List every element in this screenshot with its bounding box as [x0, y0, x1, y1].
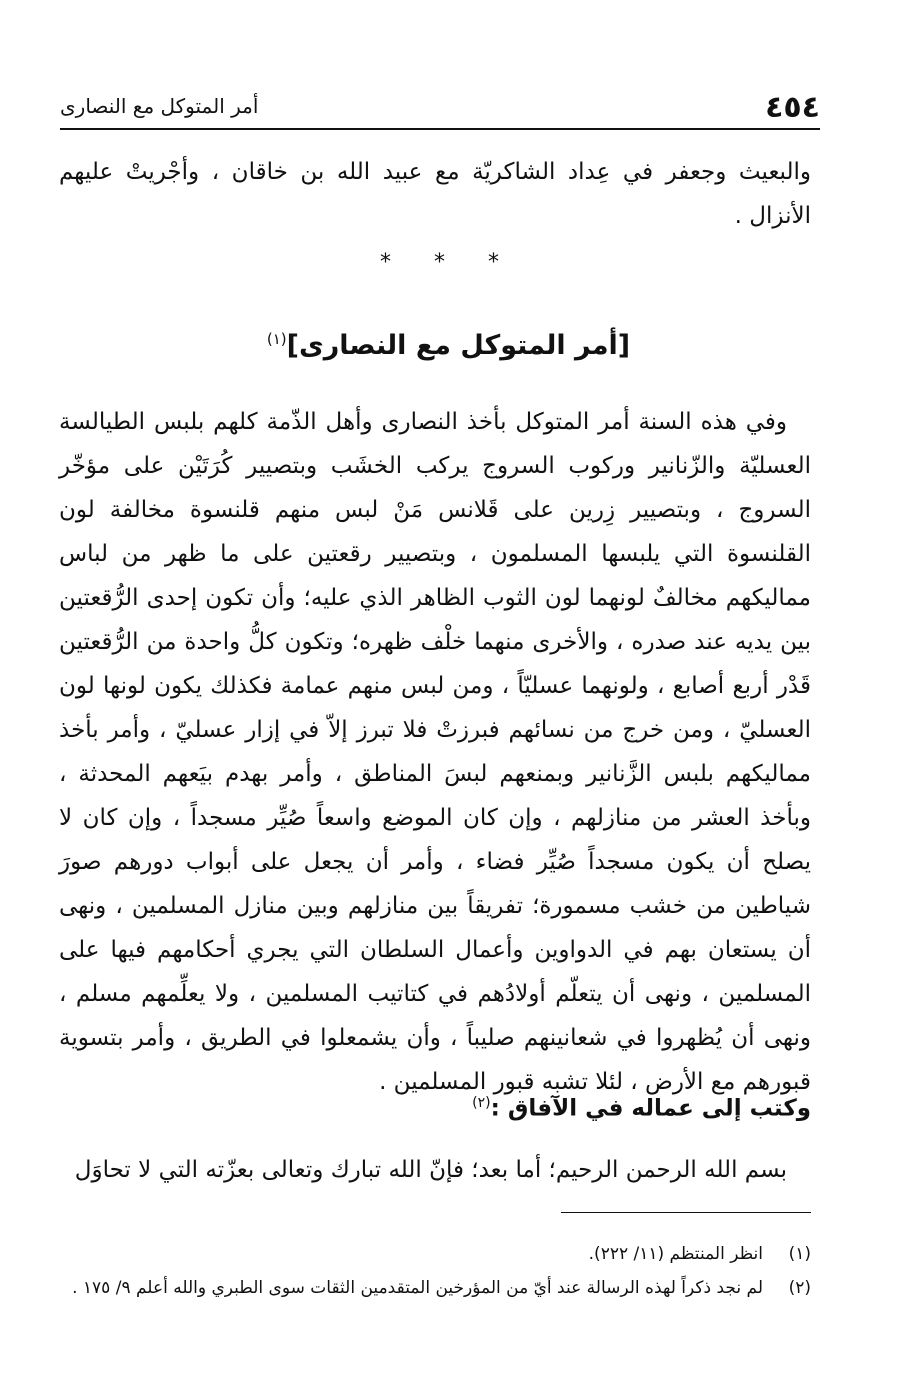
main-paragraph: وفي هذه السنة أمر المتوكل بأخذ النصارى وأهل الذّمة كلهم بلبس الطيالسة العسليّة والزّنانير وركوب السروج يركب الخشَب وبتصيير كُرَتَيْن على مؤخّر السروج ، وبتصيير زِرين على قَلانس مَنْ لبس منهم قلنسوة مخالفة لون القلنسوة التي يلبسها المسلمون ، وبتصيير رقعتين على ما ظهر من لباس مماليكهم مخالفٌ لونهما لون الثوب الظاهر الذي عليه؛ وأن تكون إحدى الرُّقعتين بين يديه عند صدره ، والأخرى منهما خلْف ظهره؛ وتكون كلُّ واحدة من الرُّقعتين قَدْر أربع أصابع ، ولونهما عسليّاً ، ومن لبس منهم عمامة فكذلك يكون لونها لون العسليّ ، ومن خرج من نسائهم فبرزتْ فلا تبرز إلاّ في إزار عسليّ ، وأمر بأخذ مماليكهم بلبس الزَّنانير وبمنعهم لبسَ المناطق ، وأمر بهدم بيَعهم المحدثة ، وبأخذ العشر من منازلهم ، وإن كان الموضع واسعاً صُيِّر مسجداً ، وإن كان لا يصلح أن يكون مسجداً صُيِّر فضاء ، وأمر أن يجعل على أبواب دورهم صورَ شياطين من خشب مسمورة؛ تفريقاً بين منازلهم وبين منازل المسلمين ، ونهى أن يستعان بهم في الدواوين وأعمال السلطان التي يجري أحكامهم فيها على المسلمين ، ونهى أن يتعلّم أولادُهم في كتاتيب المسلمين ، ولا يعلِّمهم مسلم ، ونهى أن يُظهروا في شعانينهم صليباً ، وأن يشمعلوا في الطريق ، وأمر بتسوية قبورهم مع الأرض ، لئلا تشبه قبور المسلمين .: [59, 409, 811, 1095]
footnote-number: (٢): [788, 1278, 811, 1298]
footnote-text: انظر المنتظم (١١/ ٢٢٢).: [588, 1244, 763, 1264]
footnote-item: [59, 1271, 811, 1305]
section-heading-footnote-ref: (١): [266, 330, 287, 348]
section-heading: [0, 330, 897, 361]
section-separator: * * *: [380, 250, 517, 275]
intro-paragraph: والبعيث وجعفر في عِداد الشاكريّة مع عبيد الله بن خاقان ، وأجْريتْ عليهم الأنزال .: [59, 159, 811, 229]
page-number: ٤٥٤: [765, 90, 820, 125]
letter-subheading: [472, 1095, 811, 1122]
section-heading-text: [أمر المتوكل مع النصارى]: [286, 330, 631, 361]
footnote-divider: [561, 1212, 811, 1213]
footnote-number: (١): [788, 1244, 811, 1264]
letter-subheading-text: وكتب إلى عماله في الآفاق :: [490, 1095, 811, 1122]
running-header: [60, 84, 820, 130]
letter-subheading-footnote-ref: (٢): [472, 1095, 491, 1111]
footnote-text: لم نجد ذكراً لهذه الرسالة عند أيّ من المؤرخين المتقدمين الثقات سوى الطبري والله أعلم ٩/ ١٧٥ .: [72, 1278, 763, 1298]
footnote-item: [59, 1237, 811, 1271]
running-header-title: أمر المتوكل مع النصارى: [60, 94, 259, 118]
footnotes: [59, 1237, 811, 1305]
letter-opening-line: بسم الله الرحمن الرحيم؛ أما بعد؛ فإنّ الله تبارك وتعالى بعزّته التي لا تحاوَل: [74, 1157, 787, 1183]
